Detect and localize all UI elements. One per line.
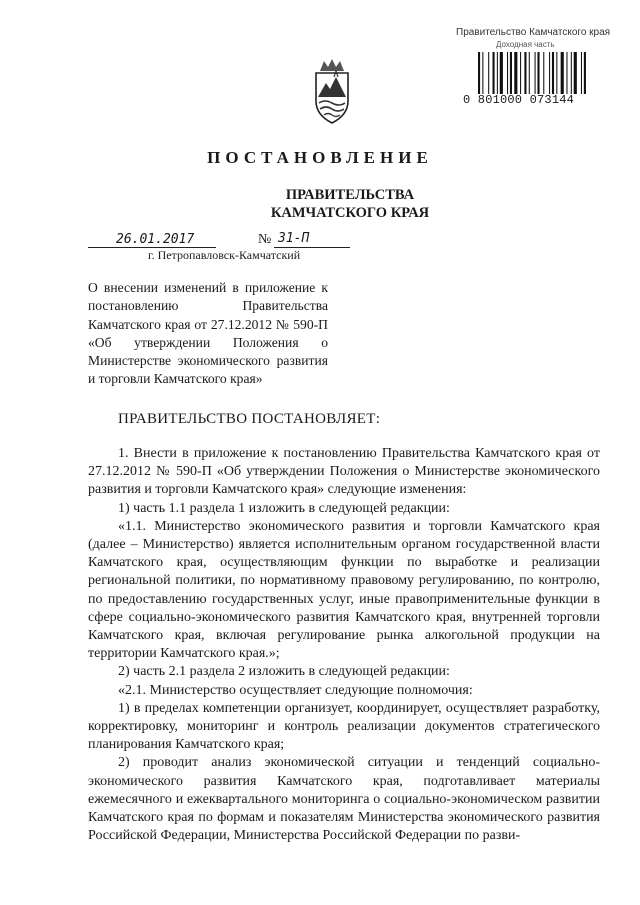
document-type: ПОСТАНОВЛЕНИЕ — [207, 148, 433, 167]
paragraph: 1) часть 1.1 раздела 1 изложить в следующей редакции: — [118, 500, 450, 516]
paragraph: «1.1. Министерство экономического развития и торговли Камчатского края (далее – Министерство) является исполнительным органом государственной власти Камчатского края, осуществляющим функции по выработке и реализации региональной политики, по нормативному правовому регулированию, по контролю, по предоставлению государственных услуг, иные правоприменительные функции в сфере социально-экономического развития Камчатского края, внутренней торговли Камчатского края, включая регулирование рынка алкогольной продукции на территории Камчатского края.»; — [88, 518, 600, 662]
paragraph: 1. Внести в приложение к постановлению Правительства Камчатского края от 27.12.2012 № 590-П «Об утверждении Положения о Министерстве экономического развития и торговли Камчатского края» следующие изменения: — [88, 446, 600, 498]
paragraph: 1) в пределах компетенции организует, координирует, осуществляет разработку, корректировку, мониторинг и контроль реализации документов стратегического планирования Камчатского края; — [88, 700, 600, 753]
barcode-number: 0 801000 073144 — [463, 93, 575, 107]
kamchatka-coat-of-arms-icon — [312, 57, 352, 132]
city-label: г. Петропавловск-Камчатский — [148, 248, 301, 262]
resolves-heading: ПРАВИТЕЛЬСТВО ПОСТАНОВЛЯЕТ: — [118, 411, 381, 427]
issuer-line-2: КАМЧАТСКОГО КРАЯ — [270, 205, 430, 221]
document-body — [88, 445, 600, 845]
paragraph: 2) часть 2.1 раздела 2 изложить в следующей редакции: — [118, 664, 450, 680]
issuer-line-1: ПРАВИТЕЛЬСТВА — [285, 187, 415, 203]
stamp-part-label: Доходная часть — [496, 40, 555, 49]
document-subject: О внесении изменений в приложение к постановлению Правительства Камчатского края от 27.12.2012 № 590-П «Об утверждении Положения о Министерстве экономического развития и торговли Камчатского края» — [88, 280, 328, 387]
paragraph: 2) проводит анализ экономической ситуации и тенденций социально-экономического развития Камчатского края, подготавливает материалы ежемесячного и ежеквартального мониторинга о социально-экономическом развитии Камчатского края по формам и показателям Министерства экономического развития Российской Федерации, Министерства Российской Федерации по разви- — [88, 755, 600, 844]
barcode — [478, 52, 614, 94]
stamp-organization: Правительство Камчатского края — [456, 27, 611, 38]
document-date: 26.01.2017 — [116, 232, 195, 247]
number-sign: № — [258, 232, 272, 247]
document-number: 31-П — [278, 231, 310, 246]
paragraph: «2.1. Министерство осуществляет следующие полномочия: — [118, 682, 473, 698]
